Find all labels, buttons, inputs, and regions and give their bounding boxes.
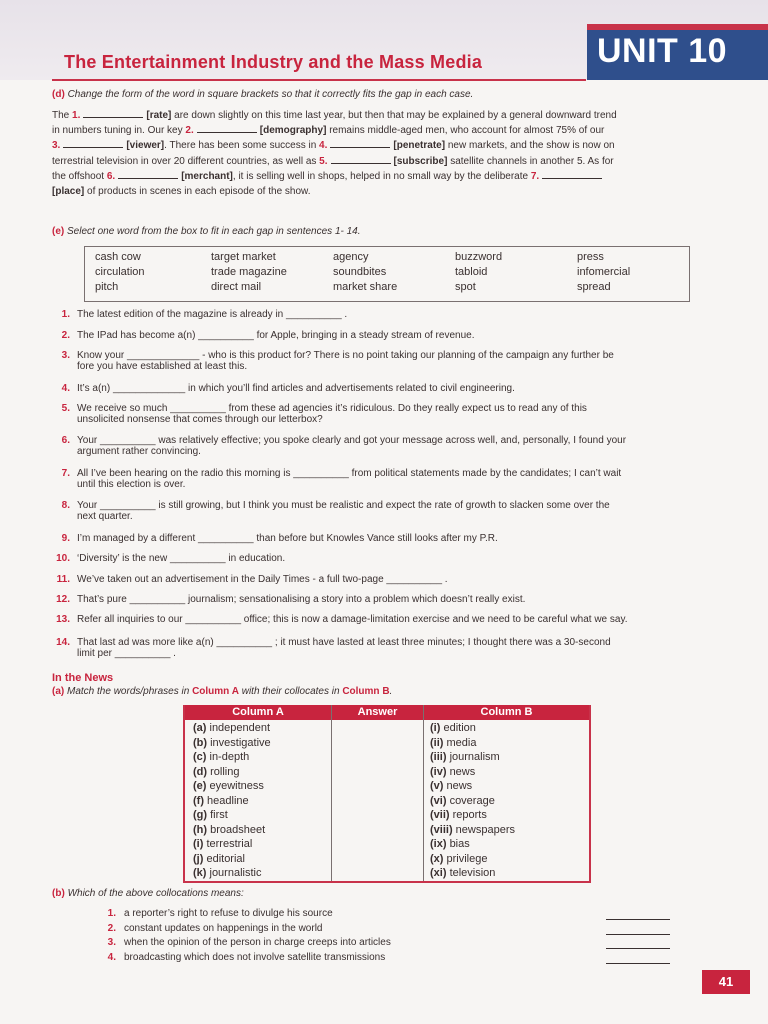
answer-line[interactable] xyxy=(606,948,670,949)
item-key: (iv) xyxy=(430,765,450,778)
bracket-word: [place] xyxy=(52,186,85,198)
column-divider xyxy=(423,705,424,881)
sentence-number: 5. xyxy=(61,403,70,414)
item-key: (h) xyxy=(193,823,211,836)
item-value: coverage xyxy=(449,794,495,807)
sentence-text xyxy=(77,350,727,372)
item-key: (xi) xyxy=(430,867,450,879)
sentence-line: unsolicited nonsense that comes through our letterbox? xyxy=(77,414,323,425)
item-key: (i) xyxy=(430,722,444,734)
sentence-text xyxy=(77,614,727,625)
word-box-item: market share xyxy=(333,281,398,293)
paragraph-text: new markets, and the show is now on xyxy=(445,140,615,152)
word-box-item: trade magazine xyxy=(211,266,287,278)
word-box-item: buzzword xyxy=(455,251,503,263)
item-value: broadsheet xyxy=(210,823,266,836)
item-value: edition xyxy=(443,722,476,734)
word-box-item: tabloid xyxy=(455,266,488,278)
unit-label: UNIT 10 xyxy=(597,32,728,70)
column-a-item xyxy=(193,736,271,751)
sentence-line: Refer all inquiries to our __________ office; this is now a damage-limitation exercise and we need to be careful what we say. xyxy=(77,614,628,625)
item-value: bias xyxy=(449,838,470,850)
item-value: investigative xyxy=(210,736,271,749)
word-box-item: infomercial xyxy=(577,266,631,278)
column-a-item xyxy=(193,721,270,736)
exercise-d-paragraph xyxy=(52,108,718,199)
exercise-d-label: (d) xyxy=(52,89,65,100)
item-value: editorial xyxy=(206,852,245,865)
item-key: (k) xyxy=(193,867,210,879)
item-key: (ii) xyxy=(430,736,447,749)
sentence-text xyxy=(77,500,727,522)
sentence-line: That’s pure __________ journalism; sensationalising a story into a problem which doesn’t really exist. xyxy=(77,594,526,605)
news-a-instruction xyxy=(52,686,392,697)
paragraph-line xyxy=(52,138,718,153)
word-box-item: spread xyxy=(577,281,611,293)
item-value: terrestrial xyxy=(206,838,253,850)
sentence-number: 11. xyxy=(56,574,70,585)
bracket-word: [penetrate] xyxy=(393,140,446,152)
sentence-number: 7. xyxy=(61,468,70,479)
word-box-item: soundbites xyxy=(333,266,387,278)
word-box-item: target market xyxy=(211,251,276,263)
item-key: (viii) xyxy=(430,823,456,836)
sentence-text xyxy=(77,594,727,605)
column-b-item xyxy=(430,794,495,809)
sentence-number: 3. xyxy=(61,350,70,361)
news-a-col-b: Column B xyxy=(342,686,390,697)
column-a-item xyxy=(193,794,249,809)
sentence-number: 14. xyxy=(56,637,70,648)
paragraph-text: satellite channels in another 5. As for xyxy=(447,155,614,167)
column-a-item xyxy=(193,837,252,852)
gap-number: 5. xyxy=(319,155,328,167)
item-value: headline xyxy=(207,794,249,807)
sentence-line: until this election is over. xyxy=(77,479,186,490)
column-a-item xyxy=(193,808,228,823)
column-b-item xyxy=(430,765,475,780)
column-b-item xyxy=(430,736,476,751)
item-key: (j) xyxy=(193,852,207,865)
sentence-number: 9. xyxy=(61,533,70,544)
sentence-number: 13. xyxy=(56,614,70,625)
gap-number: 6. xyxy=(106,170,116,182)
sentence-line: Know your _____________ - who is this product for? There is no point taking our planning of the campaign any further be xyxy=(77,350,614,361)
item-value: media xyxy=(446,736,477,749)
news-b-instruction xyxy=(52,888,244,899)
column-a-item xyxy=(193,823,265,838)
table-header xyxy=(185,705,589,720)
sentence-number: 1. xyxy=(61,309,70,320)
paragraph-text: terrestrial television in over 20 different countries, as well as xyxy=(52,155,320,167)
definition-number: 4. xyxy=(107,951,116,963)
sentence-text xyxy=(77,383,727,394)
sentence-line: Your __________ was relatively effective; you spoke clearly and got your message across well, and, personally, I found your xyxy=(77,435,627,446)
column-a-item xyxy=(193,779,264,794)
column-b-item xyxy=(430,779,472,794)
word-box-item: spot xyxy=(455,281,476,293)
word-box-item: agency xyxy=(333,251,369,263)
item-value: journalism xyxy=(449,751,500,763)
unit-badge-strip xyxy=(587,24,768,30)
item-key: (vi) xyxy=(430,794,450,807)
paragraph-text: in numbers tuning in. Our key xyxy=(52,125,186,137)
column-a-item xyxy=(193,765,239,780)
item-key: (v) xyxy=(430,780,447,792)
bracket-word: [subscribe] xyxy=(393,155,448,167)
definition-number: 1. xyxy=(107,908,116,919)
item-value: reports xyxy=(452,809,487,821)
gap-number: 7. xyxy=(530,170,540,182)
item-key: (x) xyxy=(430,852,447,865)
news-a-text-2: with their collocates in xyxy=(238,686,343,697)
answer-line[interactable] xyxy=(606,919,670,920)
paragraph-line xyxy=(52,184,718,199)
column-divider xyxy=(331,705,332,881)
sentence-line: I’m managed by a different __________ than before but Knowles Vance still looks after my P.R. xyxy=(77,533,498,544)
sentence-line: That last ad was more like a(n) __________ ; it must have lasted at least three minutes; I thought there was a 30-second xyxy=(77,637,611,648)
sentence-text xyxy=(77,637,727,659)
news-a-label: (a) xyxy=(52,686,65,697)
word-box-item: direct mail xyxy=(211,281,262,293)
sentence-number: 12. xyxy=(56,594,70,605)
answer-line[interactable] xyxy=(606,934,670,935)
sentence-line: limit per __________ . xyxy=(77,648,176,659)
sentence-number: 2. xyxy=(61,330,70,341)
item-value: first xyxy=(210,809,228,821)
news-a-col-a: Column A xyxy=(192,686,239,697)
sentence-text xyxy=(77,574,727,585)
paragraph-text: . There has been some success in xyxy=(164,140,320,152)
definition-text: when the opinion of the person in charge creeps into articles xyxy=(124,937,391,948)
definition-text: broadcasting which does not involve satellite transmissions xyxy=(124,951,386,963)
page-number: 41 xyxy=(702,970,750,994)
item-value: independent xyxy=(209,722,271,734)
definition-item xyxy=(90,952,385,963)
item-value: news xyxy=(446,780,473,792)
collocation-table xyxy=(183,705,591,883)
sentence-text xyxy=(77,403,727,425)
in-the-news-heading: In the News xyxy=(52,672,114,684)
sentence-line: All I’ve been hearing on the radio this morning is __________ from political statements made by the candidates; I can’t wait xyxy=(77,468,622,479)
item-value: news xyxy=(449,765,476,778)
gap-number: 1. xyxy=(72,110,81,121)
news-b-instruction-text: Which of the above collocations means: xyxy=(67,888,244,899)
header-answer: Answer xyxy=(357,706,398,718)
page-title: The Entertainment Industry and the Mass Media xyxy=(64,52,483,72)
item-key: (b) xyxy=(193,736,211,749)
word-box-item: press xyxy=(577,251,604,263)
sentence-text xyxy=(77,553,727,564)
column-b-item xyxy=(430,823,515,838)
paragraph-text: The xyxy=(52,110,73,121)
answer-blank[interactable] xyxy=(542,170,602,179)
item-key: (f) xyxy=(193,794,208,807)
definition-item xyxy=(90,908,333,919)
answer-blank[interactable] xyxy=(83,109,143,118)
sentence-number: 8. xyxy=(61,500,70,511)
paragraph-line xyxy=(52,108,718,123)
item-key: (a) xyxy=(193,722,210,734)
exercise-e-label: (e) xyxy=(52,226,65,237)
column-a-item xyxy=(193,750,249,765)
column-a-item xyxy=(193,852,245,867)
answer-blank[interactable] xyxy=(330,139,390,148)
bracket-word: [merchant] xyxy=(181,170,233,182)
sentence-line: We receive so much __________ from these ad agencies it’s ridiculous. Do they really expect us to read any of this xyxy=(77,403,587,414)
sentence-line: argument rather convincing. xyxy=(77,446,201,457)
column-b-item xyxy=(430,866,495,881)
header-column-b: Column B xyxy=(480,706,533,718)
item-key: (c) xyxy=(193,751,210,763)
sentence-text xyxy=(77,330,727,341)
sentence-text xyxy=(77,309,727,320)
paragraph-line xyxy=(52,169,718,184)
item-key: (iii) xyxy=(430,751,450,763)
definition-number: 3. xyxy=(107,937,116,948)
answer-blank[interactable] xyxy=(118,170,178,179)
column-b-item xyxy=(430,837,470,852)
item-value: in-depth xyxy=(209,751,250,763)
definition-item xyxy=(90,937,391,948)
gap-number: 3. xyxy=(52,140,61,152)
answer-blank[interactable] xyxy=(331,155,391,164)
exercise-e-instruction xyxy=(52,226,361,237)
item-value: rolling xyxy=(210,765,240,778)
word-box-item: circulation xyxy=(95,266,145,278)
definition-item xyxy=(90,923,322,934)
paragraph-text: the offshoot xyxy=(52,170,107,182)
column-b-item xyxy=(430,721,476,736)
item-key: (i) xyxy=(193,838,207,850)
item-value: newspapers xyxy=(455,823,515,836)
header-column-a: Column A xyxy=(232,706,284,718)
word-box-item: cash cow xyxy=(95,251,141,263)
paragraph-line xyxy=(52,123,718,138)
answer-line[interactable] xyxy=(606,963,670,964)
sentence-number: 10. xyxy=(56,553,70,564)
news-a-text-1: Match the words/phrases in xyxy=(67,686,193,697)
item-key: (g) xyxy=(193,809,211,821)
sentence-number: 4. xyxy=(61,383,70,394)
item-value: television xyxy=(449,867,496,879)
paragraph-line xyxy=(52,154,718,169)
item-key: (vii) xyxy=(430,809,453,821)
bracket-word: [demography] xyxy=(259,125,327,137)
bracket-word: [rate] xyxy=(146,110,172,121)
sentence-line: Your __________ is still growing, but I think you must be realistic and expect the rate of growth to slacken some over the xyxy=(77,500,610,511)
exercise-d-instruction xyxy=(52,89,473,100)
gap-number: 4. xyxy=(319,140,328,152)
sentence-number: 6. xyxy=(61,435,70,446)
sentence-line: The latest edition of the magazine is already in __________ . xyxy=(77,309,348,320)
bracket-word: [viewer] xyxy=(126,140,165,152)
paragraph-text: , it is selling well in shops, helped in no small way by the deliberate xyxy=(232,170,531,182)
sentence-line: next quarter. xyxy=(77,511,133,522)
sentence-line: We’ve taken out an advertisement in the Daily Times - a full two-page __________ . xyxy=(77,574,448,585)
word-box-item: pitch xyxy=(95,281,119,293)
column-b-item xyxy=(430,750,500,765)
item-value: journalistic xyxy=(209,867,262,879)
definition-text: a reporter’s right to refuse to divulge his source xyxy=(124,908,333,919)
item-key: (e) xyxy=(193,780,210,792)
item-key: (ix) xyxy=(430,838,450,850)
header-rule xyxy=(52,79,586,81)
item-key: (d) xyxy=(193,765,211,778)
news-a-text-3: . xyxy=(389,686,393,697)
sentence-text xyxy=(77,533,727,544)
definition-text: constant updates on happenings in the world xyxy=(124,922,323,934)
sentence-line: The IPad has become a(n) __________ for Apple, bringing in a steady stream of revenue. xyxy=(77,330,475,341)
column-b-item xyxy=(430,808,487,823)
sentence-line: fore you have established at least this. xyxy=(77,361,248,372)
sentence-line: It’s a(n) _____________ in which you’ll find articles and advertisements related to civil engineering. xyxy=(77,383,515,394)
exercise-e-instruction-text: Select one word from the box to fit in each gap in sentences 1- 14. xyxy=(67,226,361,237)
word-box xyxy=(84,246,690,302)
sentence-line: ‘Diversity’ is the new __________ in education. xyxy=(77,553,286,564)
news-b-label: (b) xyxy=(52,888,65,899)
column-a-item xyxy=(193,866,261,881)
gap-number: 2. xyxy=(185,125,194,137)
definition-number: 2. xyxy=(107,922,116,934)
item-value: privilege xyxy=(446,852,488,865)
sentence-text xyxy=(77,468,727,490)
column-b-item xyxy=(430,852,487,867)
paragraph-text: of products in scenes in each episode of the show. xyxy=(84,186,311,198)
answer-blank[interactable] xyxy=(63,139,123,148)
exercise-d-instruction-text: Change the form of the word in square brackets so that it correctly fits the gap in each case. xyxy=(67,89,474,100)
paragraph-text: are down slightly on this time last year, but then that may be explained by a general downward trend xyxy=(171,110,617,121)
item-value: eyewitness xyxy=(209,780,264,792)
sentence-text xyxy=(77,435,727,457)
paragraph-text: remains middle-aged men, who account for almost 75% of our xyxy=(326,125,605,137)
answer-blank[interactable] xyxy=(197,124,257,133)
